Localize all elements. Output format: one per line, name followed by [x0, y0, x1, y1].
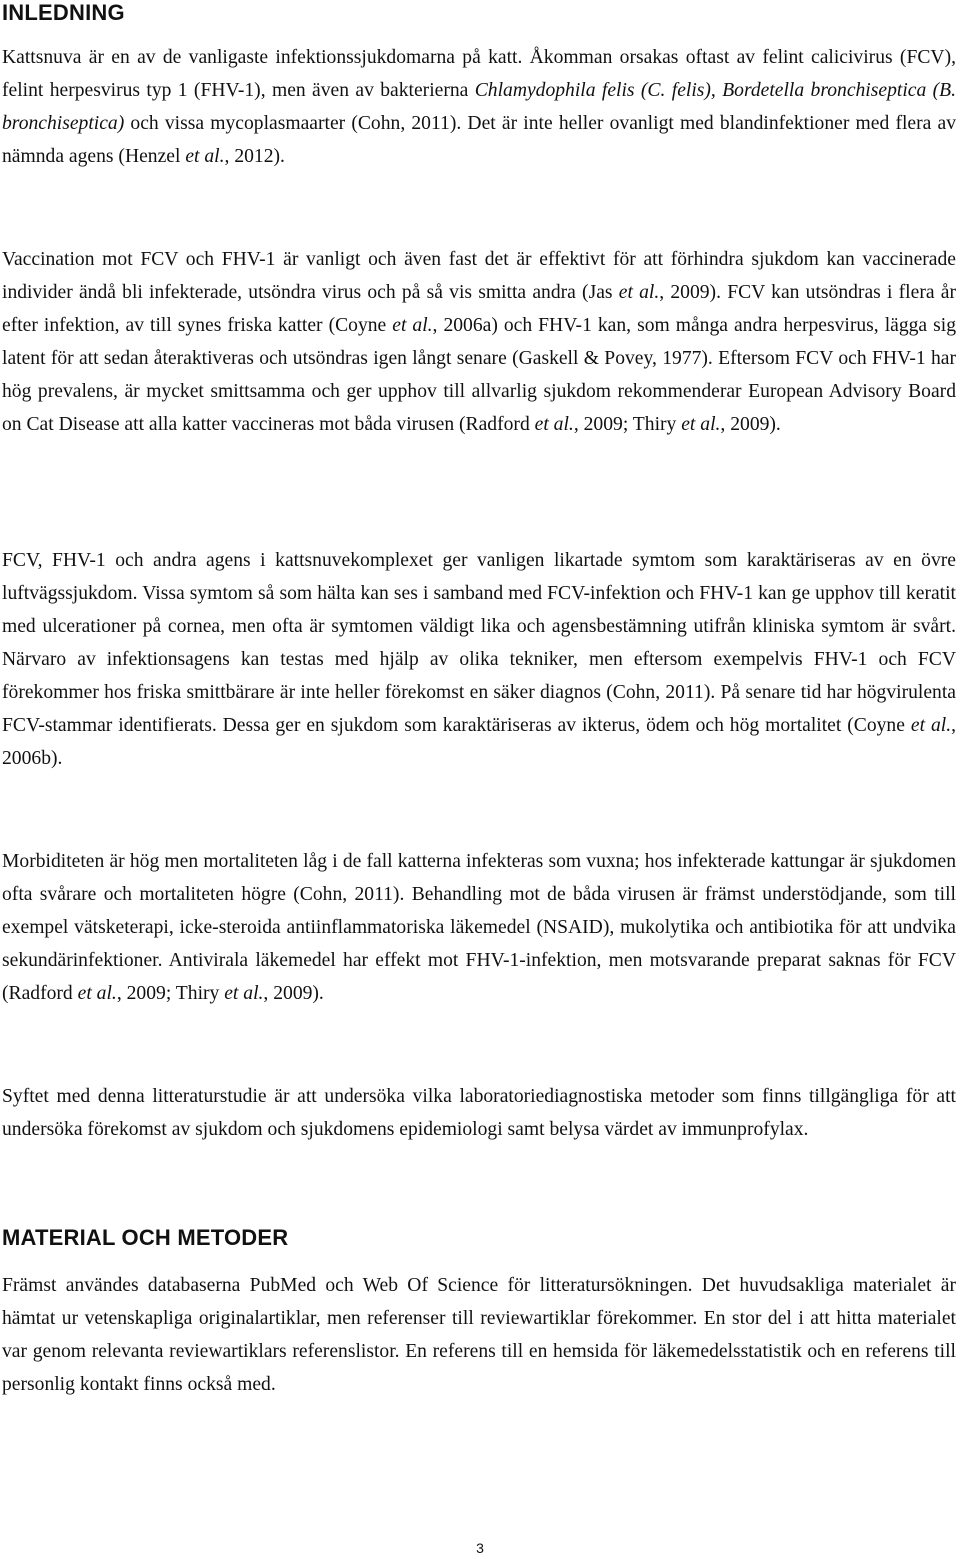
paragraph-intro-4	[2, 845, 956, 1010]
italic-et-al: et al.	[618, 282, 660, 303]
page-number: 3	[476, 1540, 484, 1556]
text-run: , 2006b).	[2, 715, 956, 769]
italic-et-al: et al.	[185, 146, 225, 167]
italic-et-al: et al.	[681, 414, 721, 435]
italic-et-al: et al.	[910, 715, 952, 736]
text-run: , 2009).	[720, 414, 781, 435]
text-run: , 2012).	[224, 146, 285, 167]
text-run: Vaccination mot FCV och FHV-1 är vanligt och även fast det är effektivt för att förhindra sjukdom kan vaccinerade individer ändå bli infekterade, utsöndra virus och på så vis smitta andra (Jas	[2, 249, 956, 303]
paragraph-intro-5	[2, 1080, 956, 1146]
text-run: Morbiditeten är hög men mortaliteten låg i de fall katterna infekteras som vuxna; hos infekterade kattungar är sjukdomen ofta svårare och mortaliteten högre (Cohn, 2011). Behandling mot de båda virusen är främst understödjande, som till exempel vätsketerapi, icke-steroida antiinflammatoriska läkemedel (NSAID), mukolytika och antibiotika för att undvika sekundärinfektioner. Antivirala läkemedel har effekt mot FHV-1-infektion, men motsvarande preparat saknas för FCV (Radford	[2, 851, 956, 1004]
section-heading-inledning: INLEDNING	[2, 0, 125, 25]
italic-et-al: et al.	[77, 983, 117, 1004]
text-run: , 2009). FCV kan utsöndras i flera år efter infektion, av till synes friska katter (Coyne	[2, 282, 956, 336]
paragraph-intro-2	[2, 243, 956, 441]
paragraph-methods-1	[2, 1269, 956, 1401]
text-run: FCV, FHV-1 och andra agens i kattsnuvekomplexet ger vanligen likartade symtom som karaktäriseras av en övre luftvägssjukdom. Vissa symtom så som hälta kan ses i samband med FCV-infektion och FHV-1 kan ge upphov till keratit med ulcerationer på cornea, men ofta är symtomen väldigt lika och agensbestämning utifrån kliniska symtom är svårt. Närvaro av infektionsagens kan testas med hjälp av olika tekniker, men eftersom exempelvis FHV-1 och FCV förekommer hos friska smittbärare är inte heller förekomst en säker diagnos (Cohn, 2011). På senare tid har högvirulenta FCV-stammar identifierats. Dessa ger en sjukdom som karaktäriseras av ikterus, ödem och hög mortalitet (Coyne	[2, 550, 956, 736]
text-run: , 2006a) och FHV-1 kan, som många andra herpesvirus, lägga sig latent för att sedan återaktiveras och utsöndras igen långt senare (Gaskell & Povey, 1977). Eftersom FCV och FHV-1 har hög prevalens, är mycket smittsamma och ger upphov till allvarlig sjukdom rekommenderar European Advisory Board on Cat Disease att alla katter vaccineras mot båda virusen (Radford	[2, 315, 956, 435]
paragraph-intro-1	[2, 41, 956, 173]
text-run: , 2009).	[263, 983, 324, 1004]
text-run: , 2009; Thiry	[573, 414, 682, 435]
italic-species-names: Chlamydophila felis (C. felis), Bordetella bronchiseptica (B. bronchiseptica)	[2, 80, 956, 134]
text-run: , 2009; Thiry	[116, 983, 225, 1004]
section-heading-material-och-metoder: MATERIAL OCH METODER	[2, 1225, 289, 1250]
text-run: Kattsnuva är en av de vanligaste infektionssjukdomarna på katt. Åkomman orsakas oftast av felint calicivirus (FCV), felint herpesvirus typ 1 (FHV-1), men även av bakterierna	[2, 47, 956, 101]
text-run: Främst användes databaserna PubMed och Web Of Science för litteratursökningen. Det huvudsakliga materialet är hämtat ur vetenskapliga originalartiklar, men referenser till reviewartiklar förekommer. En stor del i att hitta materialet var genom relevanta reviewartiklars referenslistor. En referens till en hemsida för läkemedelsstatistik och en referens till personlig kontakt finns också med.	[2, 1275, 956, 1395]
italic-et-al: et al.	[224, 983, 264, 1004]
text-run: Syftet med denna litteraturstudie är att undersöka vilka laboratoriediagnostiska metoder som finns tillgängliga för att undersöka förekomst av sjukdom och sjukdomens epidemiologi samt belysa värdet av immunprofylax.	[2, 1086, 956, 1140]
italic-et-al: et al.	[392, 315, 433, 336]
text-run: och vissa mycoplasmaarter (Cohn, 2011). Det är inte heller ovanligt med blandinfektioner med flera av nämnda agens (Henzel	[2, 113, 956, 167]
paragraph-intro-3	[2, 544, 956, 775]
italic-et-al: et al.	[534, 414, 574, 435]
